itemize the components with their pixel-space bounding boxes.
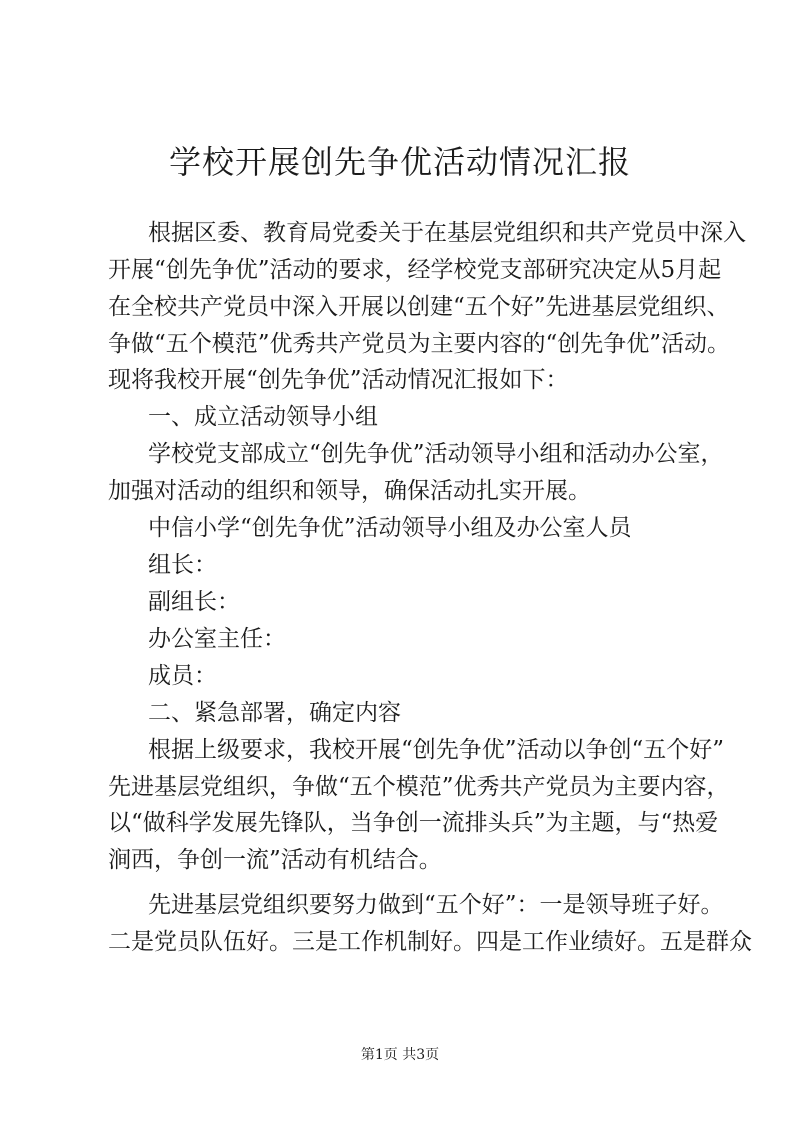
field-label-deputy-leader: 副组长： (148, 589, 240, 615)
paragraph-line: 先进基层党组织要努力做到“五个好”：一是领导班子好。 (148, 892, 724, 918)
paragraph-line: 加强对活动的组织和领导，确保活动扎实开展。 (108, 478, 591, 504)
paragraph-line: 学校党支部成立“创先争优”活动领导小组和活动办公室， (148, 441, 724, 467)
paragraph-line: 中信小学“创先争优”活动领导小组及办公室人员 (148, 515, 632, 541)
paragraph-line: 二是党员队伍好。三是工作机制好。四是工作业绩好。五是群众 (108, 929, 752, 955)
paragraph-line: 在全校共产党员中深入开展以创建“五个好”先进基层党组织、 (108, 294, 730, 320)
field-label-office-director: 办公室主任： (148, 626, 286, 652)
paragraph-line: 现将我校开展“创先争优”活动情况汇报如下： (108, 367, 569, 393)
field-label-members: 成员： (148, 663, 217, 689)
paragraph-line: 涧西，争创一流”活动有机结合。 (108, 847, 442, 873)
paragraph-line: 根据区委、教育局党委关于在基层党组织和共产党员中深入 (148, 220, 746, 246)
page-number: 第1页 共3页 (360, 1047, 440, 1063)
paragraph-line: 以“做科学发展先锋队，当争创一流排头兵”为主题，与“热爱 (108, 810, 719, 836)
section-heading: 一、成立活动领导小组 (148, 404, 378, 430)
paragraph-line: 争做“五个模范”优秀共产党员为主要内容的“创先争优”活动。 (108, 331, 731, 357)
section-heading: 二、紧急部署，确定内容 (148, 700, 401, 726)
paragraph-line: 根据上级要求，我校开展“创先争优”活动以争创“五个好” (148, 737, 725, 763)
document-title: 学校开展创先争优活动情况汇报 (168, 143, 631, 181)
paragraph-line: 先进基层党组织，争做“五个模范”优秀共产党员为主要内容， (108, 774, 730, 800)
field-label-leader: 组长： (148, 552, 217, 578)
paragraph-line: 开展“创先争优”活动的要求，经学校党支部研究决定从5月起 (108, 257, 722, 283)
